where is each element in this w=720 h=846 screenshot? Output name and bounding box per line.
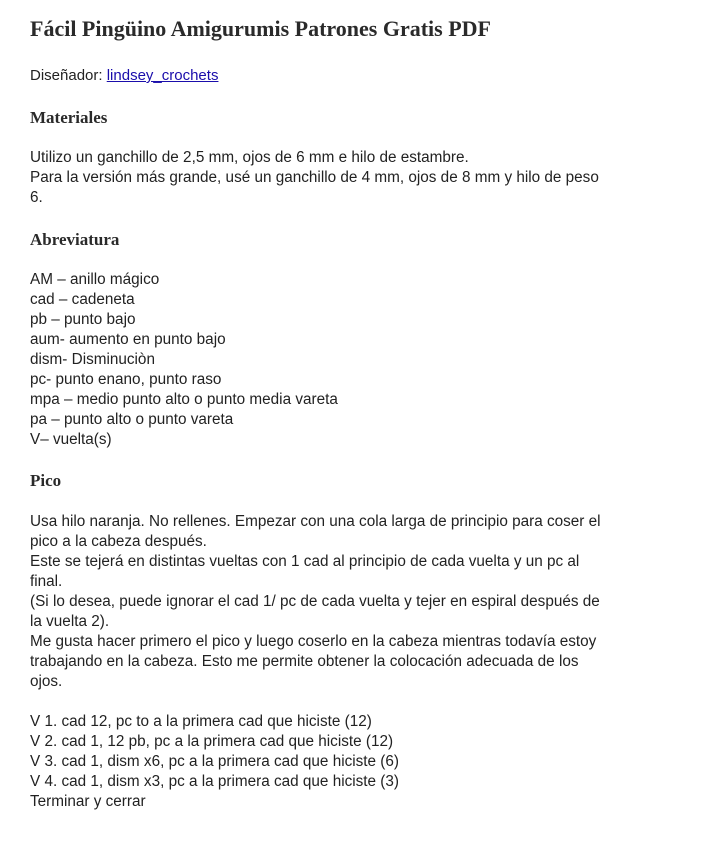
abbreviation-item: pa – punto alto o punto vareta (30, 411, 234, 428)
abbreviation-item: dism- Disminuciòn (30, 351, 155, 368)
pico-line: trabajando en la cabeza. Esto me permite obtener la colocación adecuada de los (30, 653, 579, 670)
materials-line: Utilizo un ganchillo de 2,5 mm, ojos de 6 mm e hilo de estambre. (30, 149, 469, 166)
abbreviation-item: V– vuelta(s) (30, 431, 112, 448)
abbreviation-item: pb – punto bajo (30, 311, 136, 328)
designer-link[interactable]: lindsey_crochets (106, 67, 219, 84)
materials-text (30, 148, 690, 208)
round-item: V 3. cad 1, dism x6, pc a la primera cad que hiciste (6) (30, 753, 399, 770)
materials-heading: Materiales (30, 108, 108, 127)
document-title: Fácil Pingüino Amigurumis Patrones Gratis PDF (30, 16, 491, 41)
pico-line: final. (30, 573, 63, 590)
round-item: Terminar y cerrar (30, 793, 146, 810)
pico-heading: Pico (30, 471, 62, 490)
pico-line: la vuelta 2). (30, 613, 110, 630)
pico-line: Me gusta hacer primero el pico y luego coserlo en la cabeza mientras todavía estoy (30, 633, 597, 650)
materials-line: Para la versión más grande, usé un ganchillo de 4 mm, ojos de 8 mm y hilo de peso (30, 169, 599, 186)
pico-line: Este se tejerá en distintas vueltas con 1 cad al principio de cada vuelta y un pc al (30, 553, 580, 570)
pico-line: ojos. (30, 673, 63, 690)
abbreviation-item: aum- aumento en punto bajo (30, 331, 226, 348)
round-item: V 2. cad 1, 12 pb, pc a la primera cad que hiciste (12) (30, 733, 394, 750)
pico-rounds (30, 712, 690, 812)
pico-line: pico a la cabeza después. (30, 533, 207, 550)
round-item: V 1. cad 12, pc to a la primera cad que hiciste (12) (30, 713, 372, 730)
designer-label: Diseñador: (30, 67, 107, 84)
materials-line: 6. (30, 189, 43, 206)
abbreviation-item: pc- punto enano, punto raso (30, 371, 222, 388)
abbreviation-item: mpa – medio punto alto o punto media vareta (30, 391, 338, 408)
designer-line (30, 66, 690, 86)
document-page (30, 14, 690, 812)
pico-line: (Si lo desea, puede ignorar el cad 1/ pc de cada vuelta y tejer en espiral después de (30, 593, 600, 610)
abbreviation-item: AM – anillo mágico (30, 271, 160, 288)
pico-instructions (30, 512, 690, 692)
round-item: V 4. cad 1, dism x3, pc a la primera cad que hiciste (3) (30, 773, 399, 790)
abbreviation-item: cad – cadeneta (30, 291, 135, 308)
abbreviations-list (30, 270, 690, 450)
abbreviations-heading: Abreviatura (30, 230, 120, 249)
pico-line: Usa hilo naranja. No rellenes. Empezar con una cola larga de principio para coser el (30, 513, 601, 530)
